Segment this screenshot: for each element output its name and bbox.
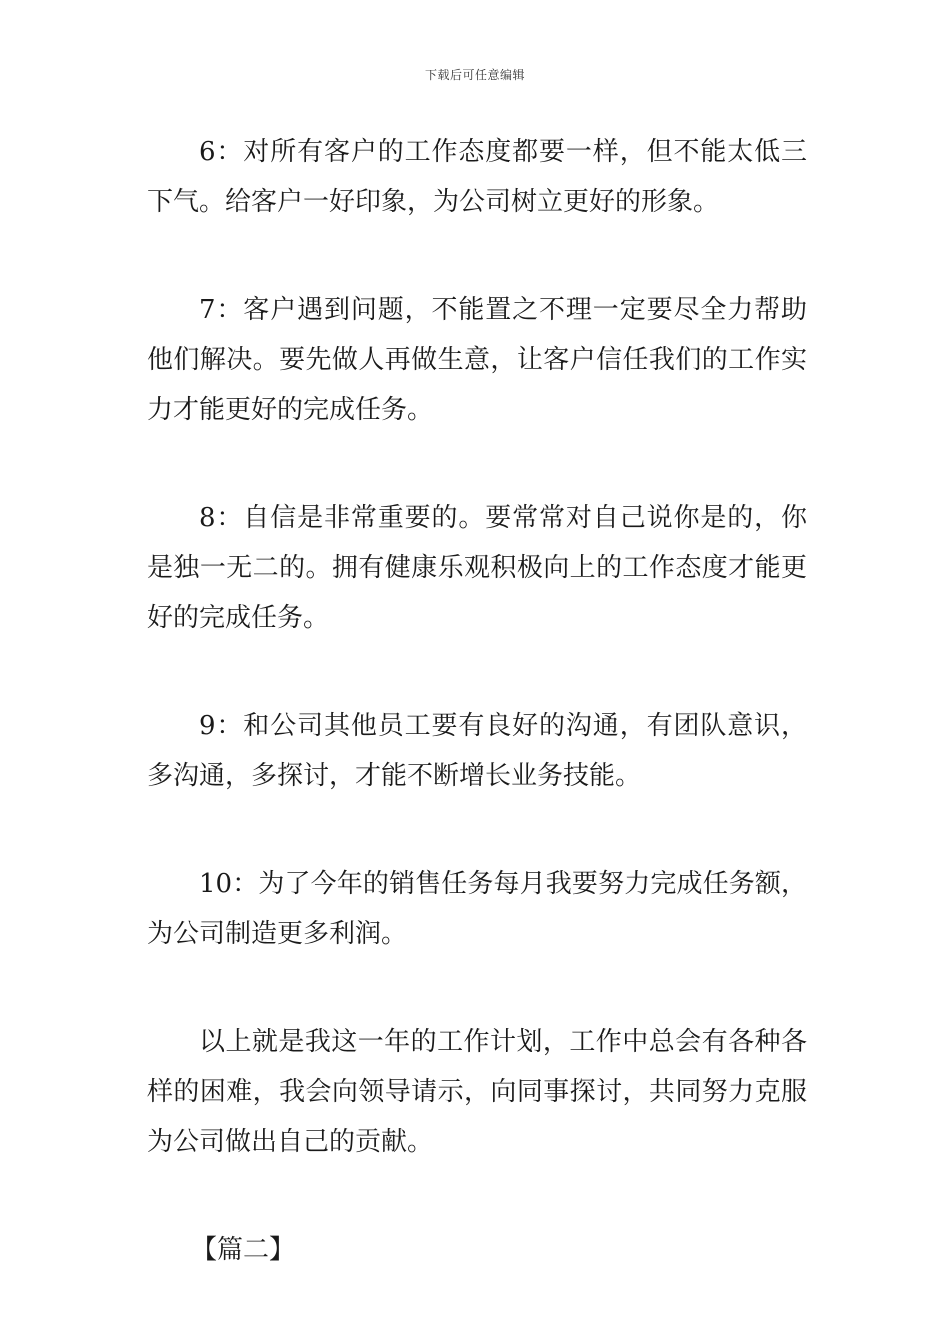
paragraph-item-9: 9：和公司其他员工要有良好的沟通，有团队意识，多沟通，多探讨，才能不断增长业务技能。 [147, 711, 807, 791]
paragraph-item-10: 10：为了今年的销售任务每月我要努力完成任务额，为公司制造更多利润。 [147, 869, 807, 949]
section-title: 【篇二】 [191, 1235, 296, 1265]
paragraph-item-6: 6：对所有客户的工作态度都要一样，但不能太低三下气。给客户一好印象，为公司树立更好的形象。 [147, 137, 807, 217]
paragraph-item-7: 7：客户遇到问题，不能置之不理一定要尽全力帮助他们解决。要先做人再做生意，让客户信任我们的工作实力才能更好的完成任务。 [147, 295, 807, 425]
paragraph-item-8: 8：自信是非常重要的。要常常对自己说你是的，你是独一无二的。拥有健康乐观积极向上的工作态度才能更好的完成任务。 [147, 503, 807, 633]
paragraph-conclusion: 以上就是我这一年的工作计划，工作中总会有各种各样的困难，我会向领导请示，向同事探讨，共同努力克服为公司做出自己的贡献。 [147, 1027, 807, 1157]
page-header: 下载后可任意编辑 [424, 68, 525, 82]
document-body [147, 127, 807, 1275]
